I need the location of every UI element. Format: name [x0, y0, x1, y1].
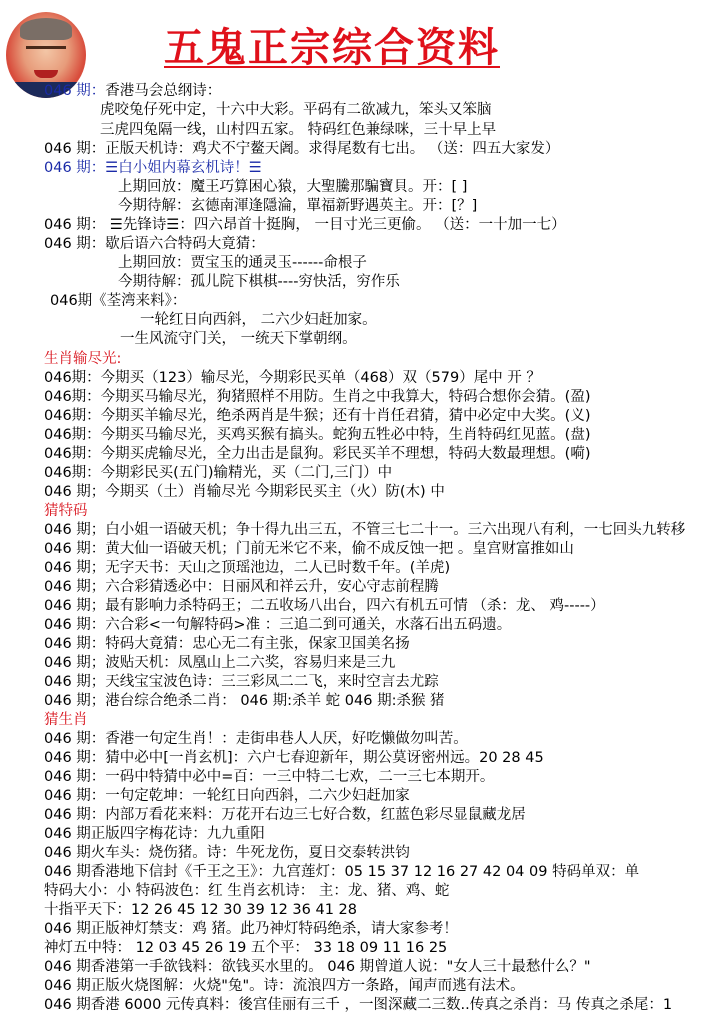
content-line: 046期：今期买羊输尽光，绝杀两肖是牛猴；还有十肖任君猜，猜中必定中大奖。(义) — [44, 408, 591, 424]
content-line: 046 期：一码中特猜中必中=百：一三中特二七欢，二一三七本期开。 — [44, 769, 495, 785]
content-line: 上期回放：贾宝玉的通灵玉------命根子 — [118, 255, 367, 271]
content-line: 三虎四兔隔一线，山村四五家。 特码红色兼绿咪，三十早上早 — [100, 122, 497, 138]
content-line: 一轮红日向西斜， 二六少妇赶加家。 — [140, 312, 377, 328]
content-line: 046 期：☰白小姐内幕玄机诗！☰ — [44, 160, 262, 176]
content-line: 046 期火车头：烧伤猪。诗：牛死龙伤，夏日交泰转洪钧 — [44, 845, 410, 861]
content-line: 046 期：正版天机诗：鸡犬不宁鳌天阇。求得尾数有七出。 （送：四五大家发） — [44, 141, 560, 157]
content-line: 046 期；今期买（土）肖输尽光 今期彩民买主（火）防(木) 中 — [44, 484, 445, 500]
content-line: 十指平天下：12 26 45 12 30 39 12 36 41 28 — [44, 902, 357, 918]
content-line: 上期回放：魔王巧算困心猿，大聖騰那騙寶貝。开：[ ] — [118, 179, 468, 195]
content-line: 046期：今期买（123）输尽光，今期彩民买单（468）双（579）尾中 开 ？ — [44, 370, 541, 386]
content-line: 一生风流守门关， 一统天下掌朝纲。 — [120, 331, 357, 347]
page-title: 五鬼正宗综合资料 — [164, 24, 500, 71]
content-line: 046 期；无字天书：天山之顶瑶池边，二人已时数千年。(羊虎) — [44, 560, 451, 576]
content-line: 046 期；波贴天机：凤凰山上二六奖，容易归来是三九 — [44, 655, 396, 671]
content-line: 046 期；港台综合绝杀二肖： 046 期:杀羊 蛇 046 期:杀猴 猪 — [44, 693, 445, 709]
content-line: 特码大小：小 特码波色：红 生肖玄机诗： 主：龙、猪、鸡、蛇 — [44, 883, 450, 899]
content-line: 046 期正版四字梅花诗：九九重阳 — [44, 826, 265, 842]
content-line: 046 期：猜中必中[一肖玄机]：六户七春迎新年，期公莫讶密州远。20 28 45 — [44, 750, 544, 766]
content-line: 046 期香港第一手欲钱料：欲钱买水里的。 046 期曾道人说："女人三十最愁什么？" — [44, 959, 591, 975]
section-heading: 生肖输尽光: — [44, 351, 122, 367]
content-line: 046 期香港 6000 元传真料：後宫佳丽有三千 ，一图深藏二三数..传真之杀肖：马 传真之杀尾：1 — [44, 997, 673, 1013]
content-line: 046 期：一句定乾坤：一轮红日向西斜，二六少妇赶加家 — [44, 788, 410, 804]
content-line: 046 期：香港一句定生肖！：走街串巷人人厌，好吃懒做勿叫苦。 — [44, 731, 468, 747]
content-line: 046期：今期买虎输尽光，全力出击是鼠狗。彩民买羊不理想，特码大数最理想。(嗬) — [44, 446, 591, 462]
avatar-glasses — [26, 46, 66, 59]
content-line: 046 期；天线宝宝波色诗：三三彩凤二二飞，来时空言去尤踪 — [44, 674, 439, 690]
section-heading: 猜特码 — [44, 503, 88, 519]
content-line: 046期：今期彩民买(五门)输精光，买（二门,三门）中 — [44, 465, 393, 481]
content-line: 046 期；白小姐一语破天机；争十得九出三五，不管三七二十一。三六出现八有利，一七回头九转移 — [44, 522, 686, 538]
content-line: 046 期：黄大仙一语破天机；门前无米它不来，偷不成反蚀一把 。皇宫财富推如山 — [44, 541, 574, 557]
content-line: 神灯五中特： 12 03 45 26 19 五个平： 33 18 09 11 16 25 — [44, 940, 448, 956]
content-line: 046 期：歇后语六合特码大竟猜： — [44, 236, 265, 252]
content-line: 046 期香港地下信封《千王之王》：九宫莲灯：05 15 37 12 16 27 42 04 09 特码单双：单 — [44, 864, 640, 880]
content-line: 046 期：特码大竟猜：忠心无二有主张，保家卫国美名扬 — [44, 636, 410, 652]
content-line: 046 期；最有影响力杀特码王；二五收场八出台，四六有机五可情 （杀：龙、 鸡-----） — [44, 598, 605, 614]
content-line: 今期待解：玄德南渾逢隱淪，單福新野遇英主。开：[？] — [118, 198, 478, 214]
content-line: 046 期：六合彩<一句解特码>准 ：三追二到可通关，水落石出五码遗。 — [44, 617, 512, 633]
content-line: 046 期：香港马会总纲诗： — [44, 83, 222, 99]
content-line: 046期：今期买马输尽光，狗猪照样不用防。生肖之中我算大，特码合想你会猜。(盈) — [44, 389, 591, 405]
content-line: 046 期：内部万看花来料：万花开右边三七好合数，红蓝色彩尽显鼠藏龙居 — [44, 807, 526, 823]
content-line: 今期待解：孤儿院下棋棋----穷快活，穷作乐 — [118, 274, 400, 290]
content-line: 046 期正版火烧图解：火烧"兔"。诗：流浪四方一条路，闻声而逃有法术。 — [44, 978, 525, 994]
content-line: 046期《荃湾来料》： — [50, 293, 187, 309]
content-line: 046 期；六合彩猜透必中：日丽风和祥云升，安心守志前程腾 — [44, 579, 439, 595]
content-line: 046 期： ☰先锋诗☰：四六昂首十挺胸， 一目寸光三更偷。 （送：一十加一七） — [44, 217, 566, 233]
content-line: 046 期正版神灯禁支：鸡 猪。此乃神灯特码绝杀，请大家参考！ — [44, 921, 458, 937]
section-heading: 猜生肖 — [44, 712, 88, 728]
avatar-mouth — [34, 70, 58, 78]
content-line: 虎咬兔仔死中定，十六中大彩。平码有二欲减九，笨头又笨脑 — [100, 102, 492, 118]
avatar-hair — [20, 18, 72, 40]
content-line: 046期：今期买马输尽光，买鸡买猴有搞头。蛇狗五牲必中特，生肖特码红见蓝。(盘) — [44, 427, 591, 443]
